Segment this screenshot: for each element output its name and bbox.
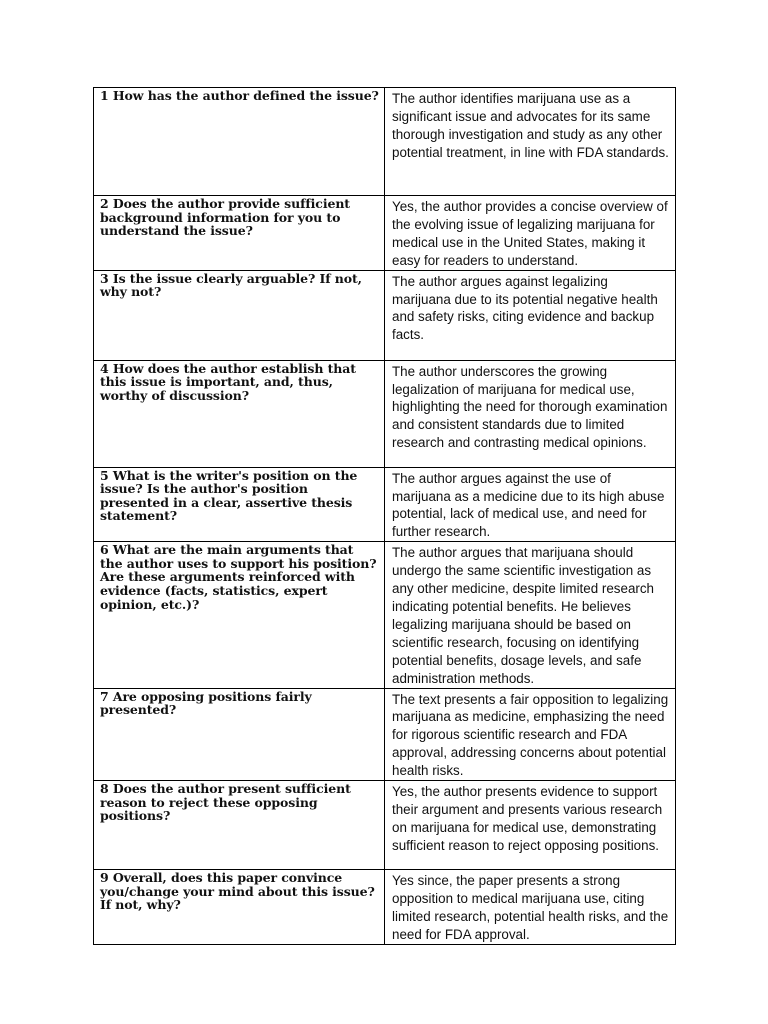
answer-cell: The author identifies marijuana use as a significant issue and advocates for its same thorough investigation and study as any other potential treatment, in line with FDA standards. <box>385 88 676 196</box>
question-cell: 5 What is the writer's position on the issue? Is the author's position presented in a clear, assertive thesis statement? <box>94 467 385 542</box>
table-row <box>94 542 676 688</box>
table-row <box>94 467 676 542</box>
answer-cell: Yes, the author presents evidence to support their argument and presents various research on marijuana for medical use, demonstrating sufficient reason to reject opposing positions. <box>385 781 676 870</box>
table-row <box>94 88 676 196</box>
answer-cell: The author argues against the use of marijuana as a medicine due to its high abuse potential, lack of medical use, and need for further research. <box>385 467 676 542</box>
question-cell: 6 What are the main arguments that the author uses to support his position? Are these arguments reinforced with evidence (facts, statistics, expert opinion, etc.)? <box>94 542 385 688</box>
table-row <box>94 270 676 360</box>
questions-table <box>93 87 676 945</box>
table-row <box>94 360 676 467</box>
table-row <box>94 688 676 781</box>
question-cell: 9 Overall, does this paper convince you/change your mind about this issue? If not, why? <box>94 870 385 945</box>
table-row <box>94 781 676 870</box>
answer-cell: The author argues against legalizing marijuana due to its potential negative health and safety risks, citing evidence and backup facts. <box>385 270 676 360</box>
question-cell: 7 Are opposing positions fairly presented? <box>94 688 385 781</box>
answer-cell: Yes since, the paper presents a strong opposition to medical marijuana use, citing limited research, potential health risks, and the need for FDA approval. <box>385 870 676 945</box>
question-cell: 8 Does the author present sufficient reason to reject these opposing positions? <box>94 781 385 870</box>
answer-cell: The author argues that marijuana should undergo the same scientific investigation as any other medicine, despite limited research indicating potential benefits. He believes legalizing marijuana should be based on scientific research, focusing on identifying potential benefits, dosage levels, and safe administration methods. <box>385 542 676 688</box>
table-row <box>94 870 676 945</box>
answer-cell: The text presents a fair opposition to legalizing marijuana as medicine, emphasizing the need for rigorous scientific research and FDA approval, addressing concerns about potential health risks. <box>385 688 676 781</box>
question-cell: 4 How does the author establish that this issue is important, and, thus, worthy of discussion? <box>94 360 385 467</box>
question-cell: 1 How has the author defined the issue? <box>94 88 385 196</box>
table-row <box>94 196 676 271</box>
question-cell: 2 Does the author provide sufficient background information for you to understand the issue? <box>94 196 385 271</box>
answer-cell: Yes, the author provides a concise overview of the evolving issue of legalizing marijuana for medical use in the United States, making it easy for readers to understand. <box>385 196 676 271</box>
answer-cell: The author underscores the growing legalization of marijuana for medical use, highlighting the need for thorough examination and consistent standards due to limited research and contrasting medical opinions. <box>385 360 676 467</box>
question-cell: 3 Is the issue clearly arguable? If not, why not? <box>94 270 385 360</box>
